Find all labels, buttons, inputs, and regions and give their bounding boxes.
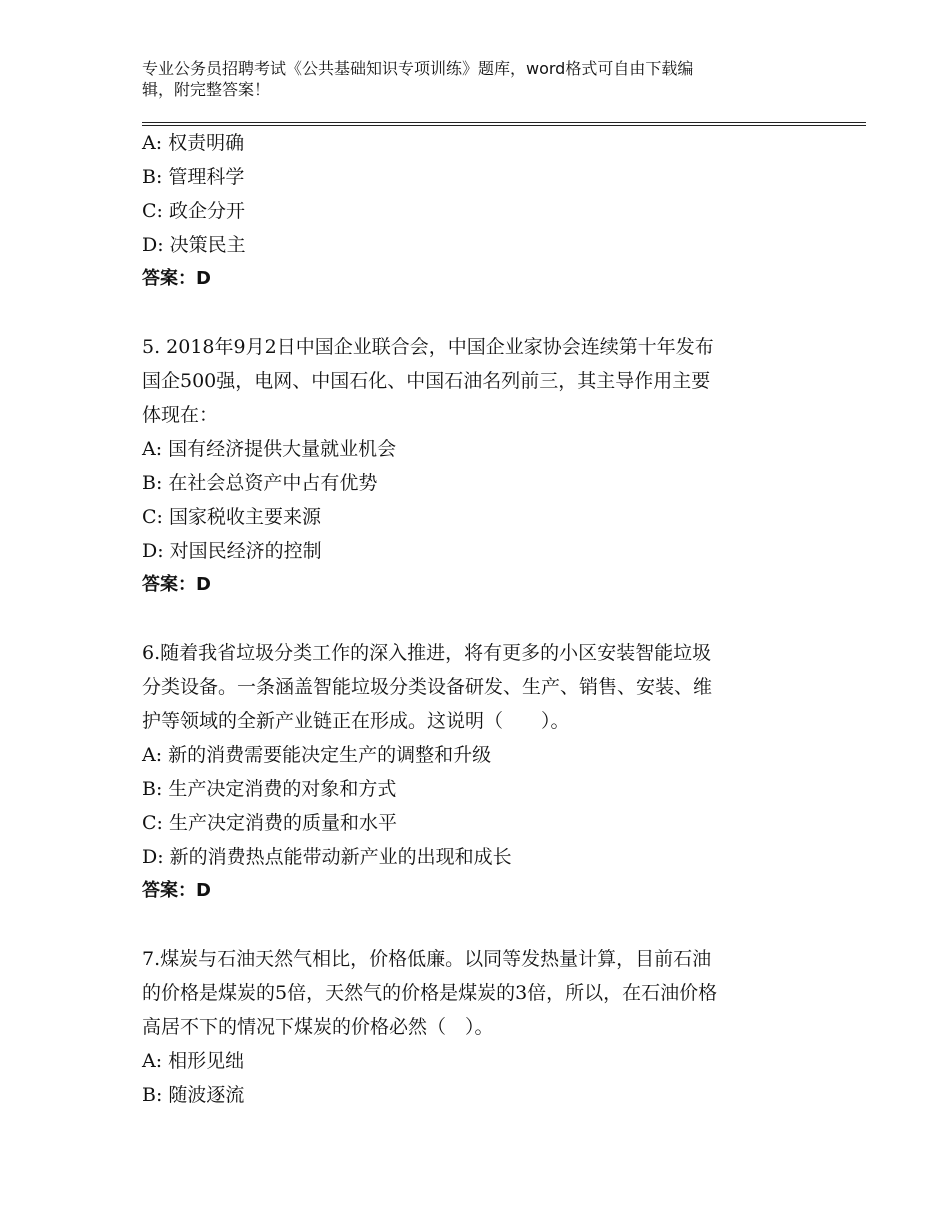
question-text — [142, 330, 812, 432]
option-a: A: 新的消费需要能决定生产的调整和升级 — [142, 744, 492, 766]
question-text-line: 高居不下的情况下煤炭的价格必然（ ）。 — [142, 1016, 494, 1038]
question-text-line: 5. 2018年9月2日中国企业联合会，中国企业家协会连续第十年发布 — [142, 336, 714, 358]
question-text-line: 6.随着我省垃圾分类工作的深入推进，将有更多的小区安装智能垃圾 — [142, 642, 712, 664]
option-b: B: 随波逐流 — [142, 1084, 245, 1106]
question-text-line: 国企500强，电网、中国石化、中国石油名列前三，其主导作用主要 — [142, 370, 711, 392]
question-text-line: 体现在： — [142, 404, 219, 426]
header-line-1: 专业公务员招聘考试《公共基础知识专项训练》题库，word格式可自由下载编 — [142, 59, 694, 78]
question-text-line: 7.煤炭与石油天然气相比，价格低廉。以同等发热量计算，目前石油 — [142, 948, 712, 970]
page-header — [142, 58, 792, 100]
answer: 答案：D — [142, 574, 211, 595]
answer: 答案：D — [142, 880, 211, 901]
answer: 答案：D — [142, 268, 211, 289]
option-b: B: 生产决定消费的对象和方式 — [142, 778, 397, 800]
option-b: B: 管理科学 — [142, 166, 245, 188]
question-5 — [142, 330, 822, 602]
option-b: B: 在社会总资产中占有优势 — [142, 472, 378, 494]
option-c: C: 生产决定消费的质量和水平 — [142, 812, 397, 834]
header-line-2: 辑，附完整答案！ — [142, 80, 271, 99]
spacer — [142, 296, 822, 330]
option-a: A: 国有经济提供大量就业机会 — [142, 438, 397, 460]
spacer — [142, 908, 822, 942]
question-text-line: 分类设备。一条涵盖智能垃圾分类设备研发、生产、销售、安装、维 — [142, 676, 713, 698]
option-d: D: 对国民经济的控制 — [142, 540, 322, 562]
question-text-line: 护等领域的全新产业链正在形成。这说明（ ）。 — [142, 710, 570, 732]
option-c: C: 国家税收主要来源 — [142, 506, 321, 528]
option-c: C: 政企分开 — [142, 200, 245, 222]
question-7 — [142, 942, 822, 1112]
option-d: D: 决策民主 — [142, 234, 246, 256]
question-4 — [142, 126, 822, 296]
question-6 — [142, 636, 822, 908]
option-d: D: 新的消费热点能带动新产业的出现和成长 — [142, 846, 512, 868]
option-a: A: 权责明确 — [142, 132, 245, 154]
option-a: A: 相形见绌 — [142, 1050, 245, 1072]
question-text — [142, 636, 812, 738]
spacer — [142, 602, 822, 636]
question-list — [142, 126, 822, 1112]
question-text — [142, 942, 812, 1044]
question-text-line: 的价格是煤炭的5倍，天然气的价格是煤炭的3倍，所以，在石油价格 — [142, 982, 718, 1004]
